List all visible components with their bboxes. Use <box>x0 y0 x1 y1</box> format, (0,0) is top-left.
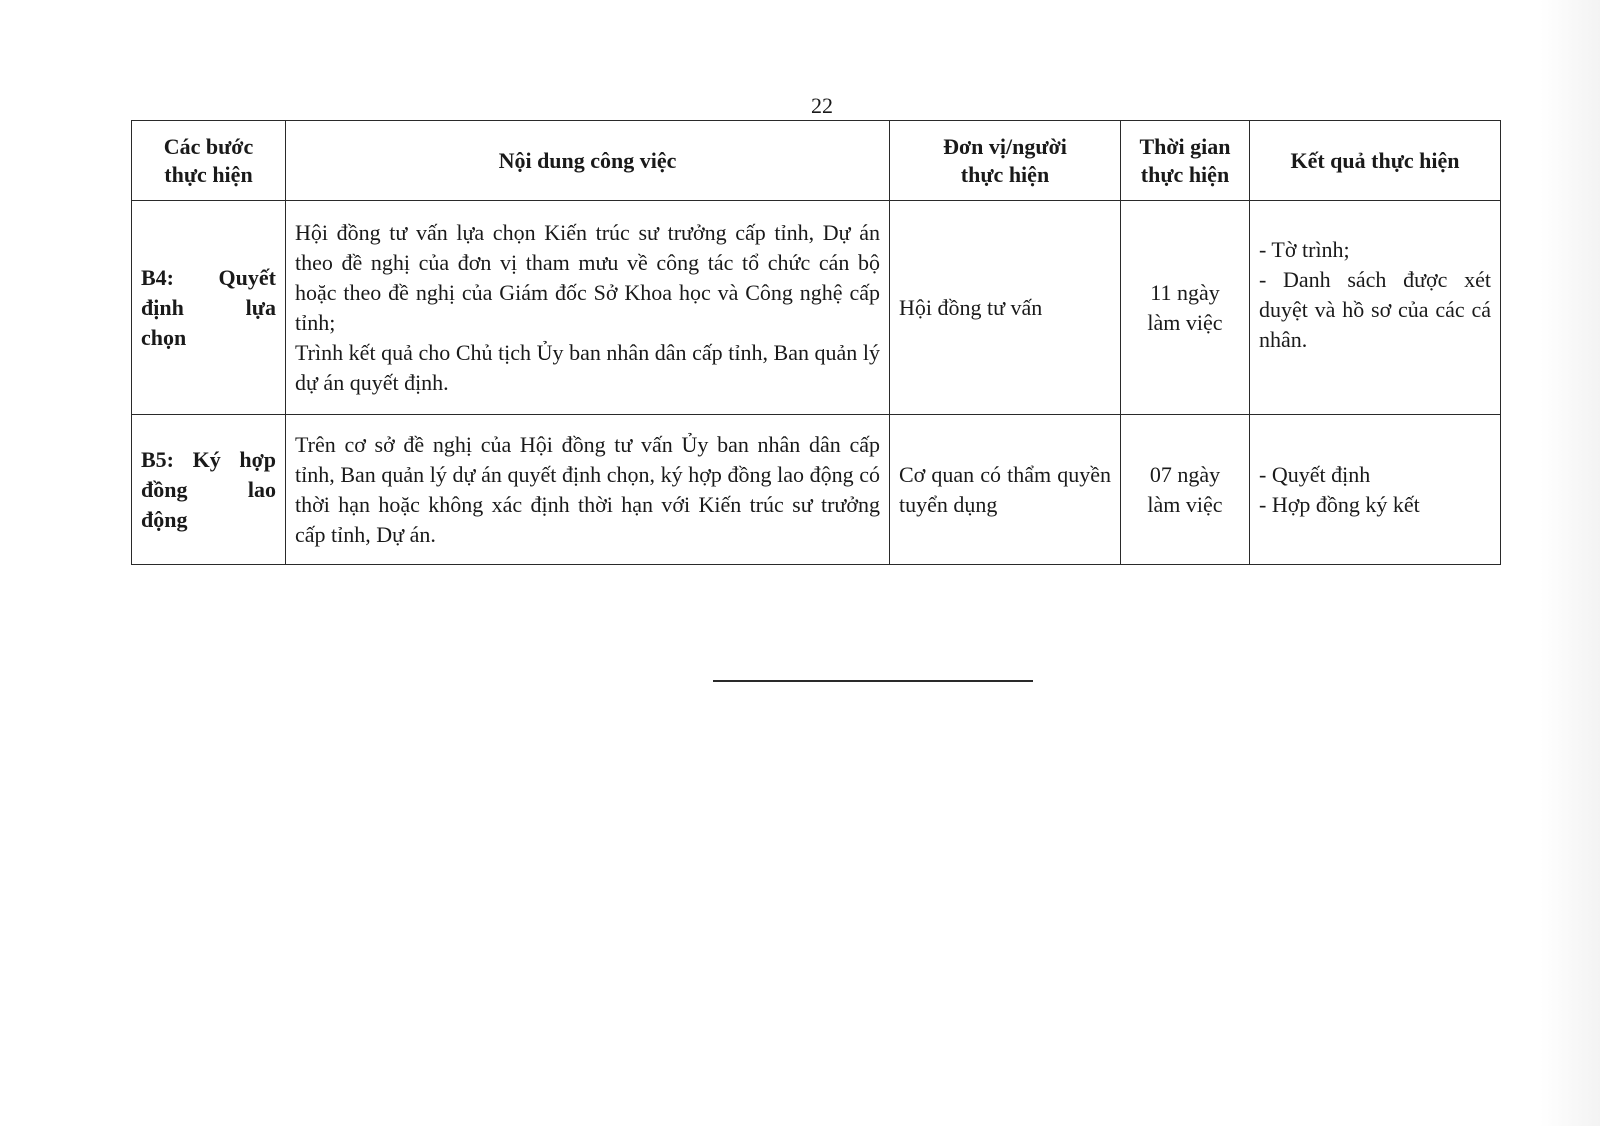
header-steps: Các bước thực hiện <box>132 121 286 201</box>
unit-cell: Cơ quan có thẩm quyền tuyển dụng <box>890 415 1121 565</box>
header-unit: Đơn vị/người thực hiện <box>890 121 1121 201</box>
step-cell: B5: Ký hợp đồng lao động <box>132 415 286 565</box>
content-cell: Hội đồng tư vấn lựa chọn Kiến trúc sư trưởng cấp tỉnh, Dự án theo đề nghị của đơn vị tham mưu về công tác tổ chức cán bộ hoặc theo đề nghị của Giám đốc Sở Khoa học và Công nghệ cấp tỉnh; Trình kết quả cho Chủ tịch Ủy ban nhân dân cấp tỉnh, Ban quản lý dự án quyết định. <box>286 201 890 415</box>
unit-cell: Hội đồng tư vấn <box>890 201 1121 415</box>
header-result: Kết quả thực hiện <box>1250 121 1501 201</box>
scan-shadow <box>1540 0 1600 1126</box>
result-cell: - Quyết định - Hợp đồng ký kết <box>1250 415 1501 565</box>
table-header-row <box>132 121 1501 201</box>
time-cell: 11 ngày làm việc <box>1121 201 1250 415</box>
step-cell: B4: Quyết định lựa chọn <box>132 201 286 415</box>
header-content: Nội dung công việc <box>286 121 890 201</box>
time-cell: 07 ngày làm việc <box>1121 415 1250 565</box>
procedure-table <box>131 120 1501 565</box>
table-row <box>132 201 1501 415</box>
page-number: 22 <box>811 93 833 118</box>
result-cell: - Tờ trình; - Danh sách được xét duyệt và hồ sơ của các cá nhân. <box>1250 201 1501 415</box>
end-divider <box>713 680 1033 682</box>
header-time: Thời gian thực hiện <box>1121 121 1250 201</box>
table-row <box>132 415 1501 565</box>
content-cell: Trên cơ sở đề nghị của Hội đồng tư vấn Ủy ban nhân dân cấp tỉnh, Ban quản lý dự án quyết định chọn, ký hợp đồng lao động có thời hạn hoặc không xác định thời hạn với Kiến trúc sư trưởng cấp tỉnh, Dự án. <box>286 415 890 565</box>
